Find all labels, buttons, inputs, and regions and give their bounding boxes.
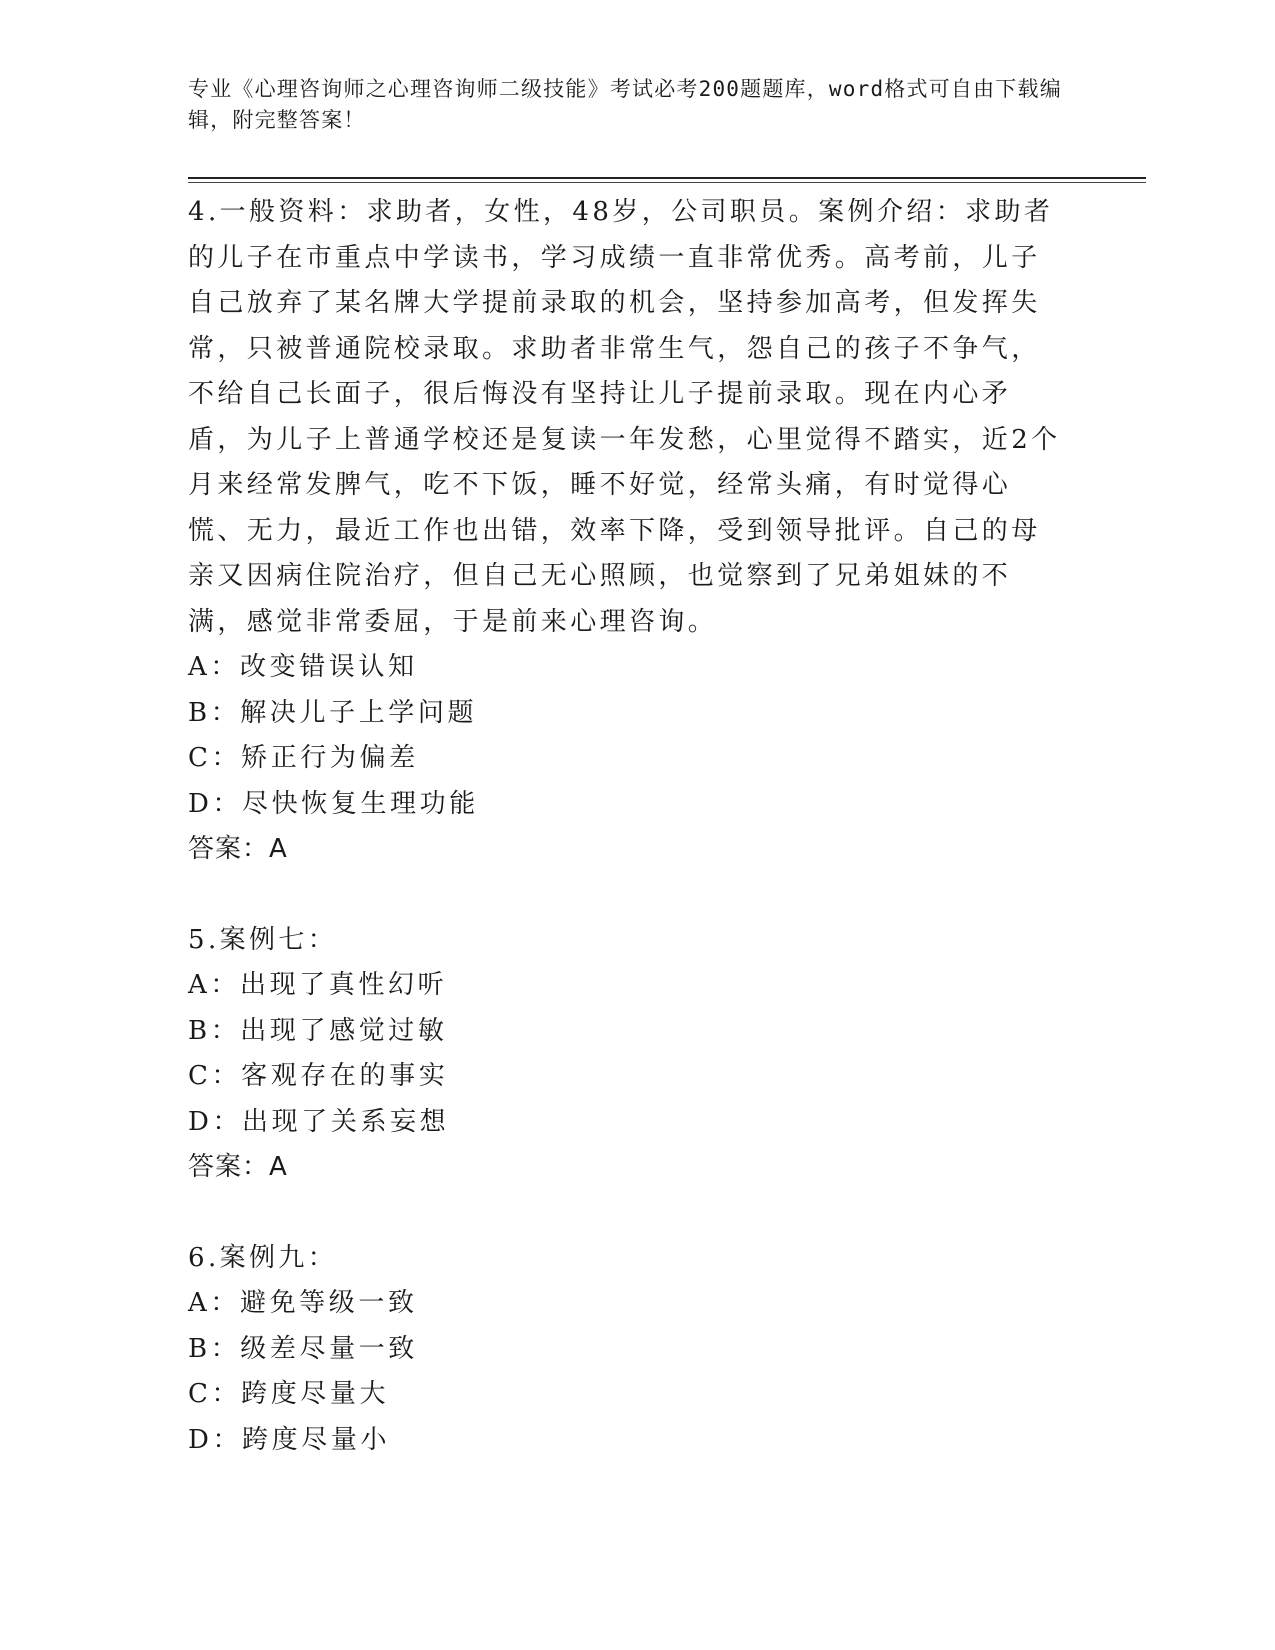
question-stem: 5.案例七： — [188, 924, 338, 955]
spacer — [188, 1191, 1068, 1236]
option-d: D：跨度尽量小 — [188, 1424, 391, 1455]
option-a: A：改变错误认知 — [188, 652, 418, 682]
header-divider-thin — [188, 182, 1146, 183]
question-6 — [188, 1236, 1068, 1464]
question-list — [188, 190, 1068, 1463]
option-b: B：级差尽量一致 — [188, 1333, 418, 1364]
option-c: C：跨度尽量大 — [188, 1379, 390, 1409]
header-divider-thick — [188, 177, 1146, 179]
answer-line: 答案：A — [188, 834, 288, 864]
option-b: B：解决儿子上学问题 — [188, 697, 478, 728]
option-c: C：矫正行为偏差 — [188, 743, 419, 773]
option-b: B：出现了感觉过敏 — [188, 1015, 448, 1046]
document-header: 专业《心理咨询师之心理咨询师二级技能》考试必考200题题库，word格式可自由下载编辑，附完整答案！ — [188, 77, 1062, 132]
option-d: D：出现了关系妄想 — [188, 1106, 450, 1137]
option-a: A：避免等级一致 — [188, 1288, 418, 1318]
question-stem: 4.一般资料：求助者，女性，48岁，公司职员。案例介绍：求助者的儿子在市重点中学读书，学习成绩一直非常优秀。高考前，儿子自己放弃了某名牌大学提前录取的机会，坚持参加高考，但发挥失常，只被普通院校录取。求助者非常生气，怨自己的孩子不争气，不给自己长面子，很后悔没有坚持让儿子提前录取。现在内心矛盾，为儿子上普通学校还是复读一年发愁，心里觉得不踏实，近2个月来经常发脾气，吃不下饭，睡不好觉，经常头痛，有时觉得心慌、无力，最近工作也出错，效率下降，受到领导批评。自己的母亲又因病住院治疗，但自己无心照顾，也觉察到了兄弟姐妹的不满，感觉非常委屈，于是前来心理咨询。 — [188, 197, 1061, 637]
question-5 — [188, 918, 1068, 1191]
question-stem: 6.案例九： — [188, 1242, 338, 1273]
option-c: C：客观存在的事实 — [188, 1061, 449, 1091]
option-d: D：尽快恢复生理功能 — [188, 788, 479, 819]
option-a: A：出现了真性幻听 — [188, 970, 448, 1000]
spacer — [188, 873, 1068, 918]
question-4 — [188, 190, 1068, 873]
answer-line: 答案：A — [188, 1152, 288, 1182]
